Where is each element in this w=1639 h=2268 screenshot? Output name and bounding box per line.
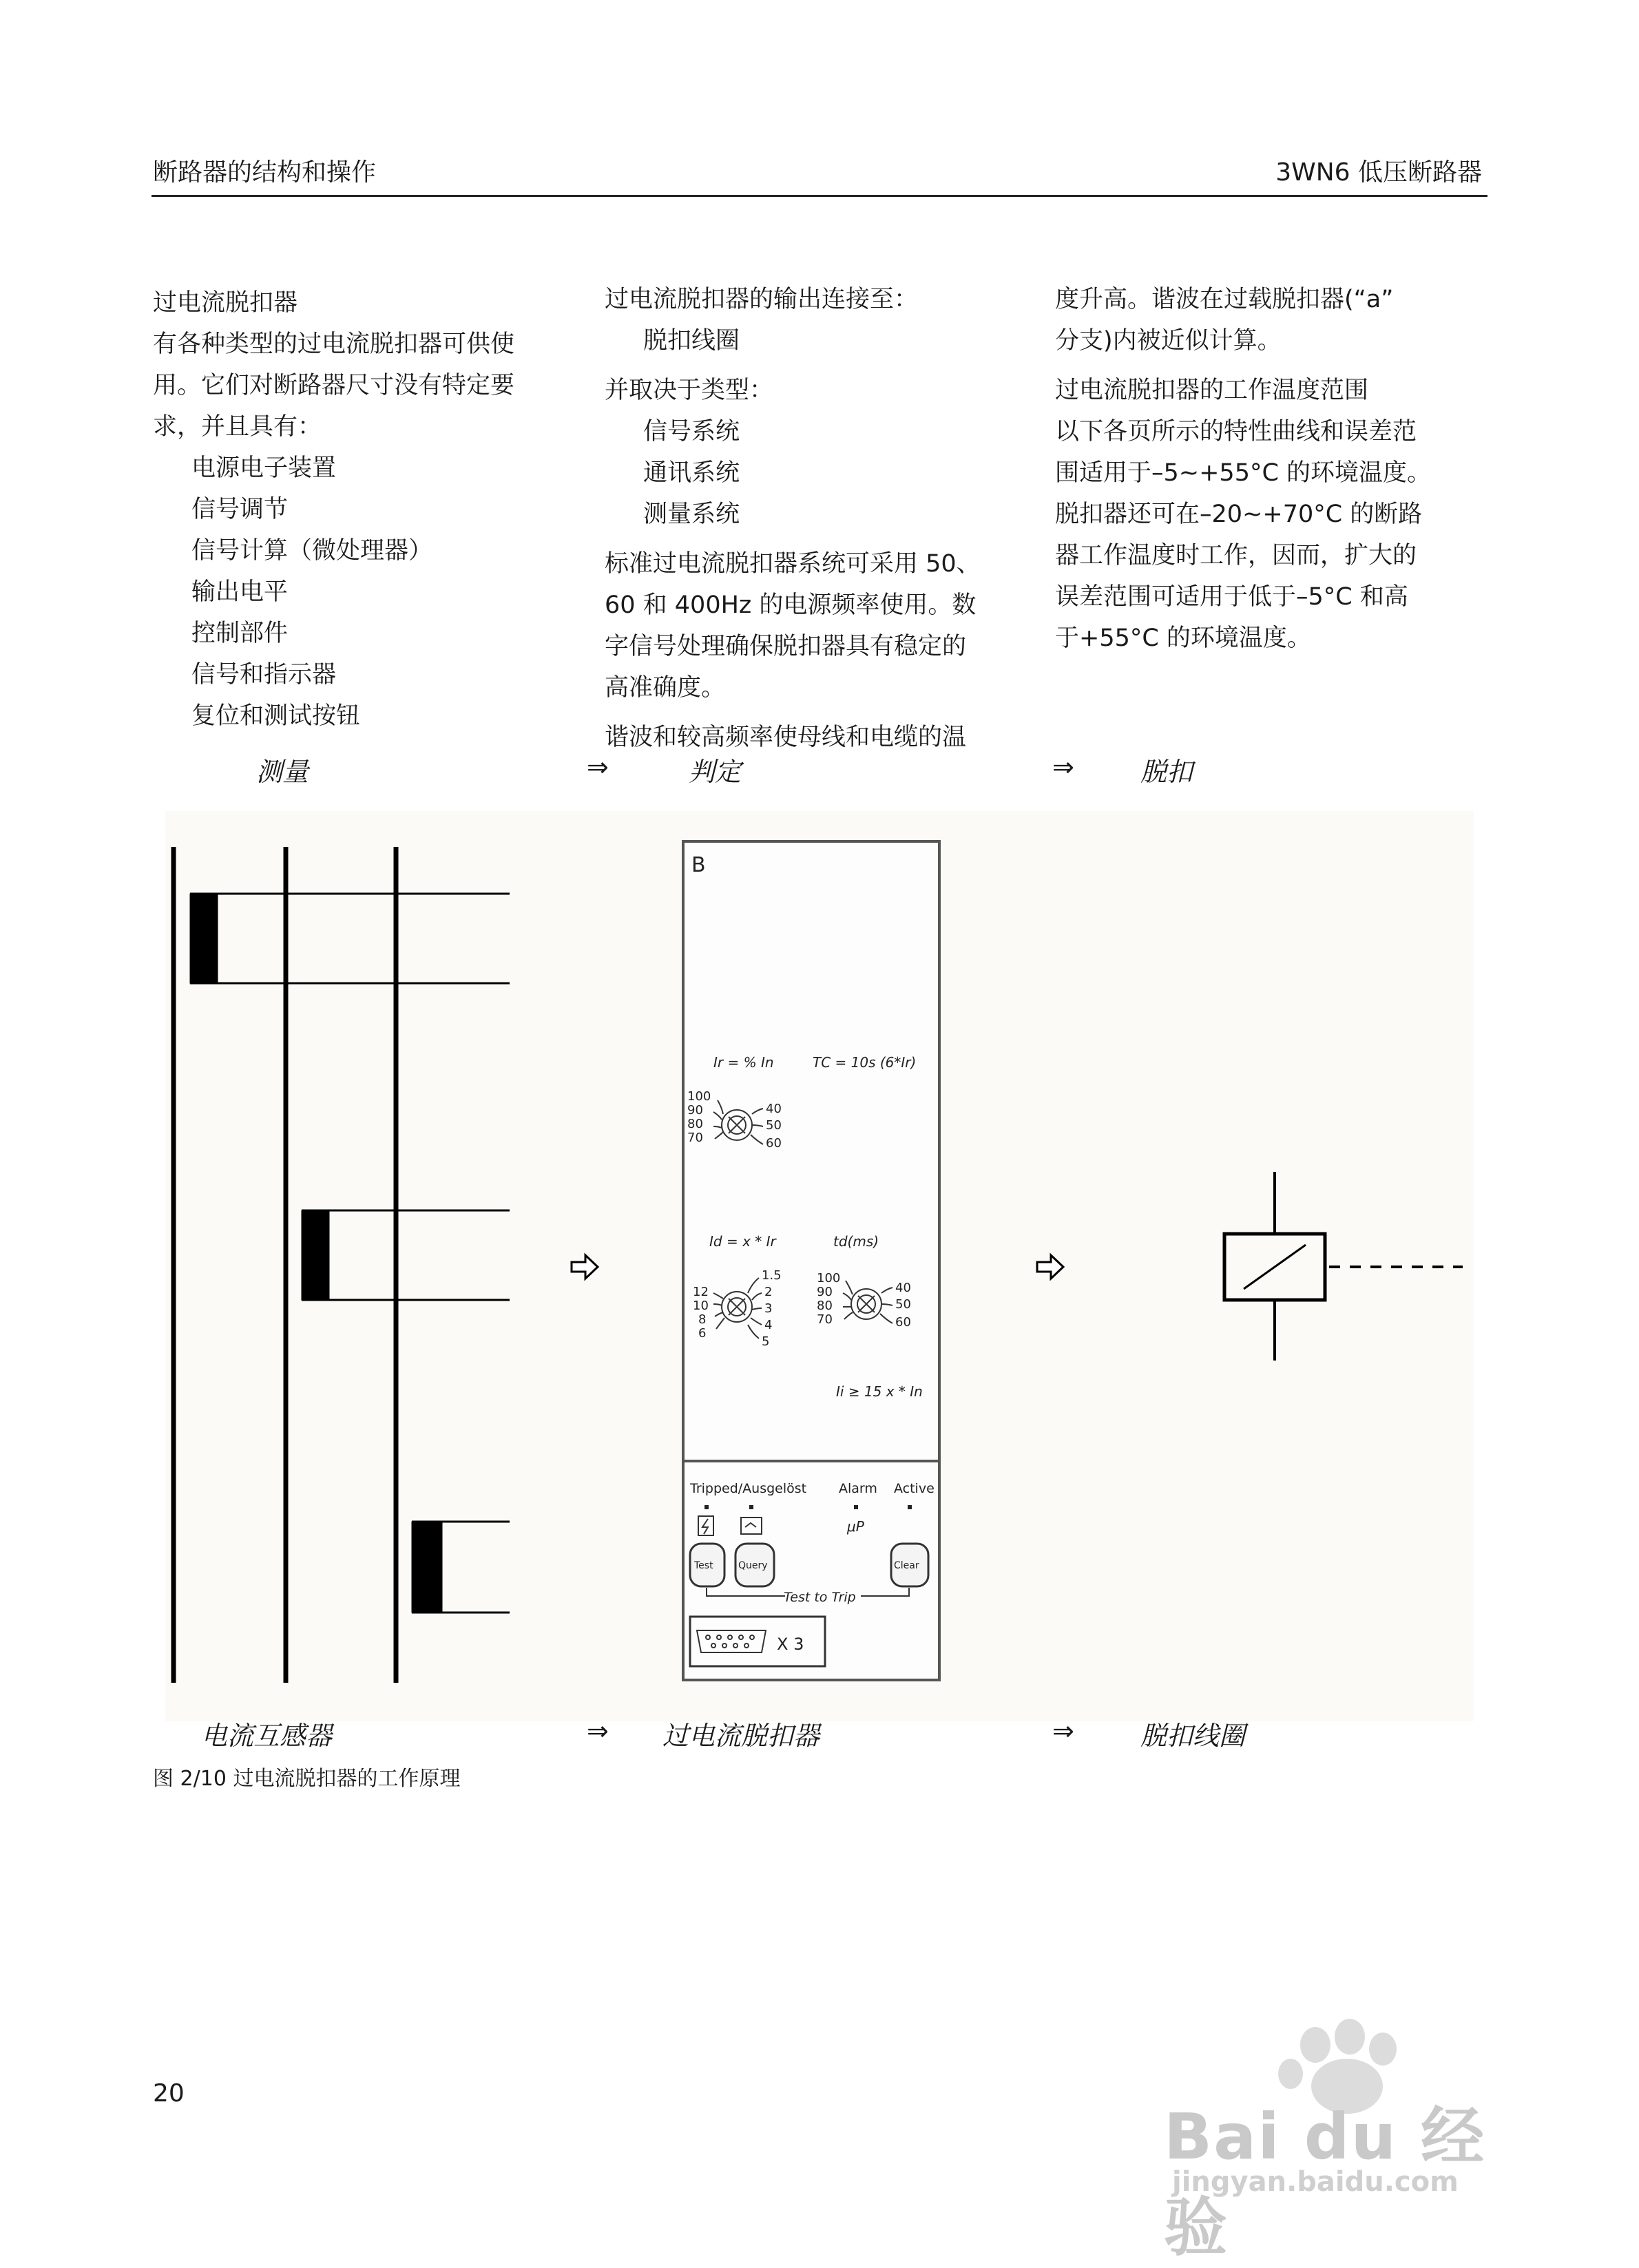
led-query-icon — [749, 1505, 753, 1509]
arrow-label: ⇒ — [587, 1716, 609, 1746]
id-dial-tick: 3 — [764, 1301, 773, 1316]
col2-line: 并取决于类型： — [605, 377, 774, 404]
overcurrent-release-panel — [683, 841, 939, 1680]
baidu-watermark — [1143, 2017, 1501, 2265]
led-tripped-icon — [704, 1505, 709, 1509]
td-dial-tick: 90 — [817, 1285, 833, 1299]
col2-type-item: 信号系统 — [643, 418, 740, 445]
col2-para-line: 60 和 400Hz 的电源频率使用。数 — [605, 591, 977, 619]
ir-dial-tick: 80 — [687, 1117, 703, 1131]
id-dial-tick: 8 — [698, 1312, 707, 1327]
connector-label: X 3 — [777, 1635, 804, 1654]
ir-dial-tick: 70 — [687, 1131, 703, 1145]
running-header-right: 3WN6 低压断路器 — [1275, 158, 1482, 187]
led-active-icon — [908, 1505, 912, 1509]
col3-title: 过电流脱扣器的工作温度范围 — [1055, 377, 1369, 404]
label-measure: 测量 — [256, 757, 309, 787]
label-trip-coil: 脱扣线圈 — [1140, 1721, 1246, 1751]
query-button-label: Query — [738, 1560, 768, 1571]
ir-dial-tick: 60 — [766, 1136, 782, 1151]
id-dial-tick: 12 — [693, 1285, 709, 1299]
col1-para-line: 求，并且具有： — [153, 413, 322, 441]
tc-label: TC = 10s (6*Ir) — [813, 1054, 917, 1071]
td-dial-tick: 60 — [895, 1315, 911, 1330]
col2-type-item: 测量系统 — [643, 501, 740, 528]
id-dial-tick: 1.5 — [762, 1268, 782, 1283]
flow-arrow-icon — [572, 1255, 598, 1279]
clear-button-label: Clear — [894, 1560, 919, 1571]
ir-dial-tick: 90 — [687, 1103, 703, 1117]
td-dial-tick: 80 — [817, 1299, 833, 1313]
col1-list-item: 复位和测试按钮 — [191, 702, 361, 730]
td-dial-tick: 40 — [895, 1281, 911, 1295]
col1-list-item: 控制部件 — [191, 620, 289, 647]
col2-indented: 脱扣线圈 — [643, 327, 740, 355]
col1-list-item: 输出电平 — [191, 578, 289, 606]
label-trip: 脱扣 — [1140, 757, 1193, 787]
column-1 — [153, 282, 580, 737]
col3-para-line: 误差范围可适用于低于–5°C 和高 — [1055, 583, 1408, 611]
figure-caption: 图 2/10 过电流脱扣器的工作原理 — [153, 1767, 461, 1791]
mu-label: μP — [847, 1518, 864, 1535]
col1-para-line: 有各种类型的过电流脱扣器可供使 — [153, 330, 515, 358]
col2-line: 过电流脱扣器的输出连接至： — [605, 286, 919, 313]
id-dial-tick: 5 — [762, 1334, 770, 1349]
col1-list-item: 信号计算（微处理器） — [191, 537, 433, 565]
ct-core-2 — [302, 1210, 329, 1300]
header-rule — [152, 195, 1487, 197]
status-alarm: Alarm — [839, 1481, 877, 1496]
test-button[interactable] — [690, 1544, 724, 1586]
id-label: Id = x * Ir — [709, 1233, 776, 1250]
col3-para-line: 分支)内被近似计算。 — [1055, 327, 1282, 355]
status-active: Active — [894, 1481, 935, 1496]
ir-dial-tick: 40 — [766, 1102, 782, 1116]
trip-coil-symbol — [1224, 1172, 1463, 1361]
watermark-brand: Bai du 经验 — [1164, 2100, 1486, 2265]
running-header-left: 断路器的结构和操作 — [153, 158, 377, 187]
flow-arrow-icon — [1037, 1255, 1063, 1279]
col3-para-line: 度升高。谐波在过载脱扣器(“a” — [1055, 286, 1394, 313]
ii-label: Ii ≥ 15 x * In — [836, 1383, 923, 1400]
col1-title: 过电流脱扣器 — [153, 289, 298, 317]
column-3 — [1055, 279, 1496, 659]
col3-para-line: 围适用于–5~+55°C 的环境温度。 — [1055, 459, 1432, 487]
id-dial-tick: 6 — [698, 1326, 707, 1341]
col2-type-item: 通讯系统 — [643, 459, 740, 487]
ir-label: Ir = % In — [713, 1054, 774, 1071]
ir-dial-tick: 100 — [687, 1089, 711, 1104]
id-dial-tick: 10 — [693, 1299, 709, 1313]
label-current-transformer: 电流互感器 — [201, 1721, 333, 1751]
figure-diagram — [165, 811, 1474, 1721]
figure-operating-principle — [165, 811, 1474, 1721]
td-dial-tick: 70 — [817, 1312, 833, 1327]
id-dial-tick: 2 — [764, 1285, 773, 1299]
page-number: 20 — [153, 2079, 185, 2108]
coil-diagonal — [1244, 1245, 1306, 1289]
clear-button[interactable] — [891, 1544, 928, 1586]
col3-para-line: 于+55°C 的环境温度。 — [1055, 624, 1311, 652]
col1-list-item: 信号和指示器 — [191, 661, 337, 689]
col3-para-line: 脱扣器还可在–20~+70°C 的断路 — [1055, 501, 1423, 528]
ct-core-1 — [190, 894, 218, 983]
col1-list-item: 信号调节 — [191, 496, 289, 523]
current-transformer-section — [174, 847, 510, 1683]
col3-para-line: 以下各页所示的特性曲线和误差范 — [1055, 418, 1417, 445]
column-2 — [605, 279, 1045, 758]
ct-core-3 — [412, 1522, 442, 1613]
td-dial-tick: 100 — [817, 1271, 841, 1285]
td-label: td(ms) — [833, 1233, 879, 1250]
watermark-url: jingyan.baidu.com — [1172, 2166, 1459, 2198]
col2-para2-line: 谐波和较高频率使母线和电缆的温 — [605, 724, 967, 751]
arrow-label: ⇒ — [1052, 1716, 1074, 1746]
col2-para-line: 标准过电流脱扣器系统可采用 50、 — [605, 550, 981, 578]
query-button[interactable] — [735, 1544, 774, 1586]
id-dial-tick: 4 — [764, 1318, 773, 1332]
arrow-label: ⇒ — [587, 752, 609, 782]
label-overcurrent-release: 过电流脱扣器 — [662, 1721, 820, 1751]
status-tripped: Tripped/Ausgelöst — [690, 1481, 807, 1496]
led-alarm-icon — [854, 1505, 858, 1509]
col1-list-item: 电源电子装置 — [191, 454, 337, 482]
arrow-label: ⇒ — [1052, 752, 1074, 782]
col1-para-line: 用。它们对断路器尺寸没有特定要 — [153, 372, 515, 399]
col2-para-line: 高准确度。 — [605, 674, 726, 702]
td-dial-tick: 50 — [895, 1297, 911, 1312]
test-to-trip-label: Test to Trip — [784, 1590, 856, 1605]
panel-letter: B — [691, 853, 706, 877]
label-judge: 判定 — [689, 757, 742, 787]
ir-dial-tick: 50 — [766, 1118, 782, 1133]
col2-para-line: 字信号处理确保脱扣器具有稳定的 — [605, 633, 967, 660]
test-button-label: Test — [694, 1560, 713, 1571]
col3-para-line: 器工作温度时工作，因而，扩大的 — [1055, 542, 1417, 569]
